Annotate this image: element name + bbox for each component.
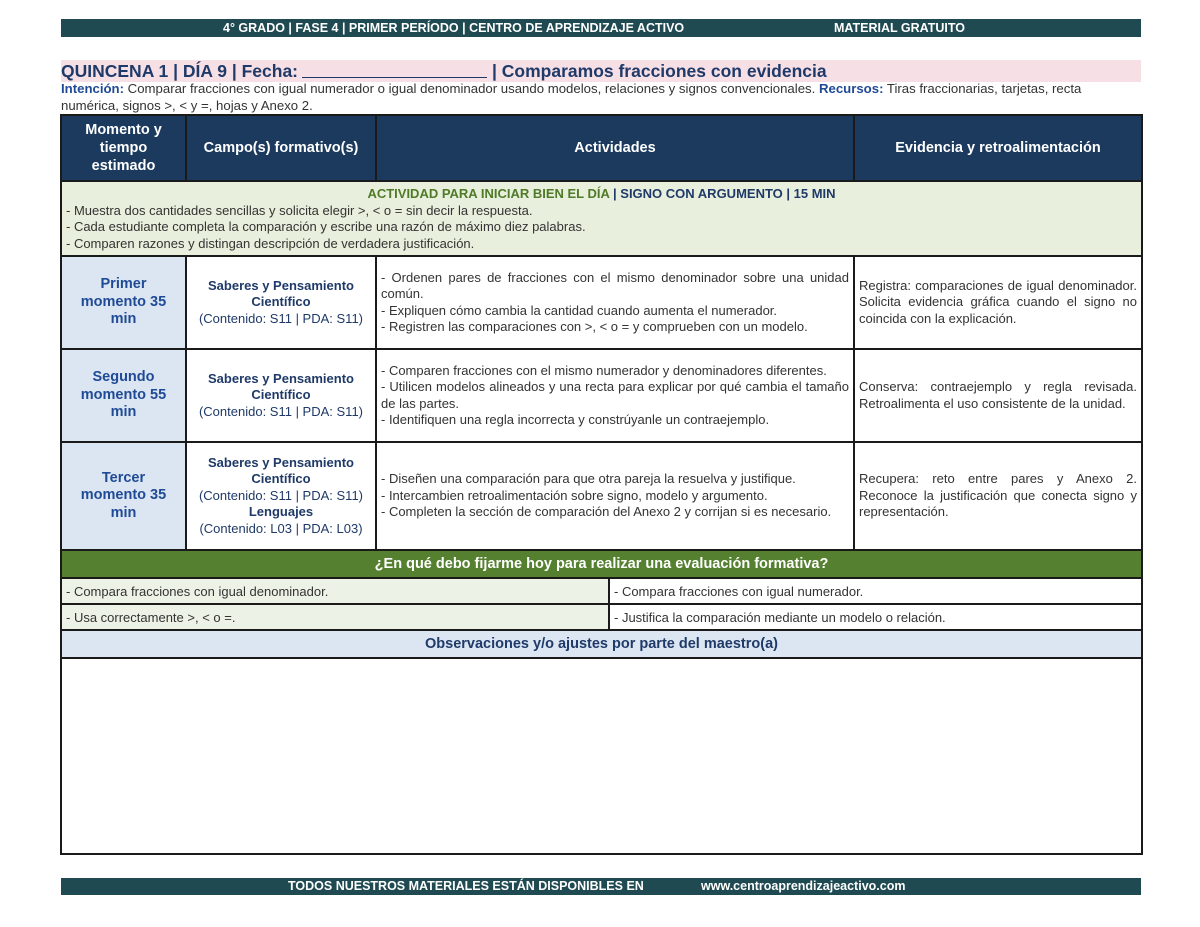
header-activities: Actividades: [376, 115, 854, 181]
observations-title: Observaciones y/o ajustes por parte del maestro(a): [61, 630, 1142, 658]
evidence-cell: Recupera: reto entre pares y Anexo 2. Reconoce la justificación que conecta signo y representación.: [854, 442, 1142, 550]
footer-url[interactable]: www.centroaprendizajeactivo.com: [701, 879, 906, 893]
start-activity-line: - Comparen razones y distingan descripción de verdadera justificación.: [66, 235, 475, 251]
activity-line: - Ordenen pares de fracciones con el mismo denominador sobre una unidad común.: [381, 269, 849, 301]
observations-title-row: [61, 630, 1142, 658]
criteria-row-1: [61, 578, 1142, 604]
field-content: (Contenido: S11 | PDA: S11): [198, 403, 364, 419]
activity-line: - Identifiquen una regla incorrecta y constrúyanle un contraejemplo.: [381, 412, 770, 427]
activities-cell: [376, 442, 854, 550]
evidence-cell: Conserva: contraejemplo y regla revisada. Retroalimenta el uso consistente de la unidad.: [854, 349, 1142, 442]
activity-line: - Completen la sección de comparación del Anexo 2 y corrijan si es necesario.: [381, 504, 832, 520]
intent-label: Intención:: [61, 81, 125, 96]
intent-text: Comparar fracciones con igual numerador o igual denominador usando modelos, relaciones y signos convencionales.: [124, 81, 819, 96]
field-cell: [186, 442, 376, 550]
header-field: Campo(s) formativo(s): [186, 115, 376, 181]
footer-text: TODOS NUESTROS MATERIALES ESTÁN DISPONIBLES EN: [288, 879, 644, 893]
activities-cell: [376, 256, 854, 349]
activities-cell: [376, 349, 854, 442]
field-cell: [186, 349, 376, 442]
free-material-label: MATERIAL GRATUITO: [834, 21, 966, 35]
formative-title-row: [61, 550, 1142, 578]
field-content: (Contenido: S11 | PDA: S11): [198, 310, 364, 326]
resources-text: Tiras fraccionarias, tarjetas, recta numérica, signos >, < y =, hojas y Anexo 2.: [61, 81, 1082, 113]
start-activity-title-rest: | SIGNO CON ARGUMENTO | 15 MIN: [609, 186, 836, 201]
field-name: Saberes y Pensamiento Científico: [208, 277, 354, 310]
moment-row-2: [61, 349, 1142, 442]
criterion-item: - Compara fracciones con igual numerador.: [614, 583, 864, 599]
moment-cell: Segundo momento 55 min: [61, 349, 186, 442]
activity-line: - Comparen fracciones con el mismo numerador y denominadores diferentes.: [381, 362, 827, 378]
criteria-row-2: [61, 604, 1142, 630]
field2-name: Lenguajes: [248, 504, 314, 520]
field-name: Saberes y Pensamiento Científico: [208, 370, 354, 403]
title-suffix: | Comparamos fracciones con evidencia: [492, 61, 827, 81]
top-banner: [61, 19, 1141, 37]
title-prefix: QUINCENA 1 | DÍA 9 | Fecha:: [61, 61, 299, 81]
observations-body-row: [61, 658, 1142, 854]
start-activity-title: [66, 186, 1137, 203]
start-activity-title-green: ACTIVIDAD PARA INICIAR BIEN EL DÍA: [367, 186, 610, 201]
moment-cell: Tercer momento 35 min: [61, 442, 186, 550]
activity-line: - Diseñen una comparación para que otra pareja la resuelva y justifique.: [381, 471, 796, 487]
moment-row-1: [61, 256, 1142, 349]
moment-cell: Primer momento 35 min: [61, 256, 186, 349]
criterion-item: - Usa correctamente >, < o =.: [62, 605, 610, 629]
start-activity-line: - Cada estudiante completa la comparación y escribe una razón de máximo diez palabras.: [66, 219, 586, 234]
activity-line: - Intercambien retroalimentación sobre signo, modelo y argumento.: [381, 487, 768, 503]
field2-content: (Contenido: L03 | PDA: L03): [199, 520, 363, 536]
lesson-plan-table: [60, 114, 1143, 855]
field-name: Saberes y Pensamiento Científico: [208, 454, 354, 487]
resources-label: Recursos:: [818, 81, 884, 96]
header-moment: Momento y tiempo estimado: [61, 115, 186, 181]
field-content: (Contenido: S11 | PDA: S11): [198, 487, 364, 503]
footer-banner: [61, 878, 1141, 895]
activity-line: - Expliquen cómo cambia la cantidad cuando aumenta el numerador.: [381, 302, 778, 318]
formative-title: ¿En qué debo fijarme hoy para realizar una evaluación formativa?: [61, 550, 1142, 578]
activity-line: - Utilicen modelos alineados y una recta para explicar por qué cambia el tamaño de las partes.: [381, 379, 849, 411]
criteria-cell: [61, 578, 1142, 604]
page-title: [61, 60, 1141, 82]
start-activity-cell: [61, 181, 1142, 256]
criteria-cell: [61, 604, 1142, 630]
criterion-item: - Compara fracciones con igual denominador.: [62, 579, 610, 603]
observations-writing-area[interactable]: [61, 658, 1142, 854]
header-evidence: Evidencia y retroalimentación: [854, 115, 1142, 181]
start-activity-row: [61, 181, 1142, 256]
field-cell: [186, 256, 376, 349]
date-blank-line: [302, 62, 487, 78]
start-activity-line: - Muestra dos cantidades sencillas y solicita elegir >, < o = sin decir la respuesta.: [66, 202, 533, 218]
top-banner-text: 4° GRADO | FASE 4 | PRIMER PERÍODO | CENTRO DE APRENDIZAJE ACTIVO: [223, 21, 685, 35]
moment-row-3: [61, 442, 1142, 550]
table-header-row: [61, 115, 1142, 181]
criterion-item: - Justifica la comparación mediante un modelo o relación.: [614, 609, 946, 625]
evidence-cell: Registra: comparaciones de igual denominador. Solicita evidencia gráfica cuando el signo no coincida con la explicación.: [854, 256, 1142, 349]
activity-line: - Registren las comparaciones con >, < o = y comprueben con un modelo.: [381, 319, 808, 334]
intent-paragraph: [61, 81, 1141, 114]
